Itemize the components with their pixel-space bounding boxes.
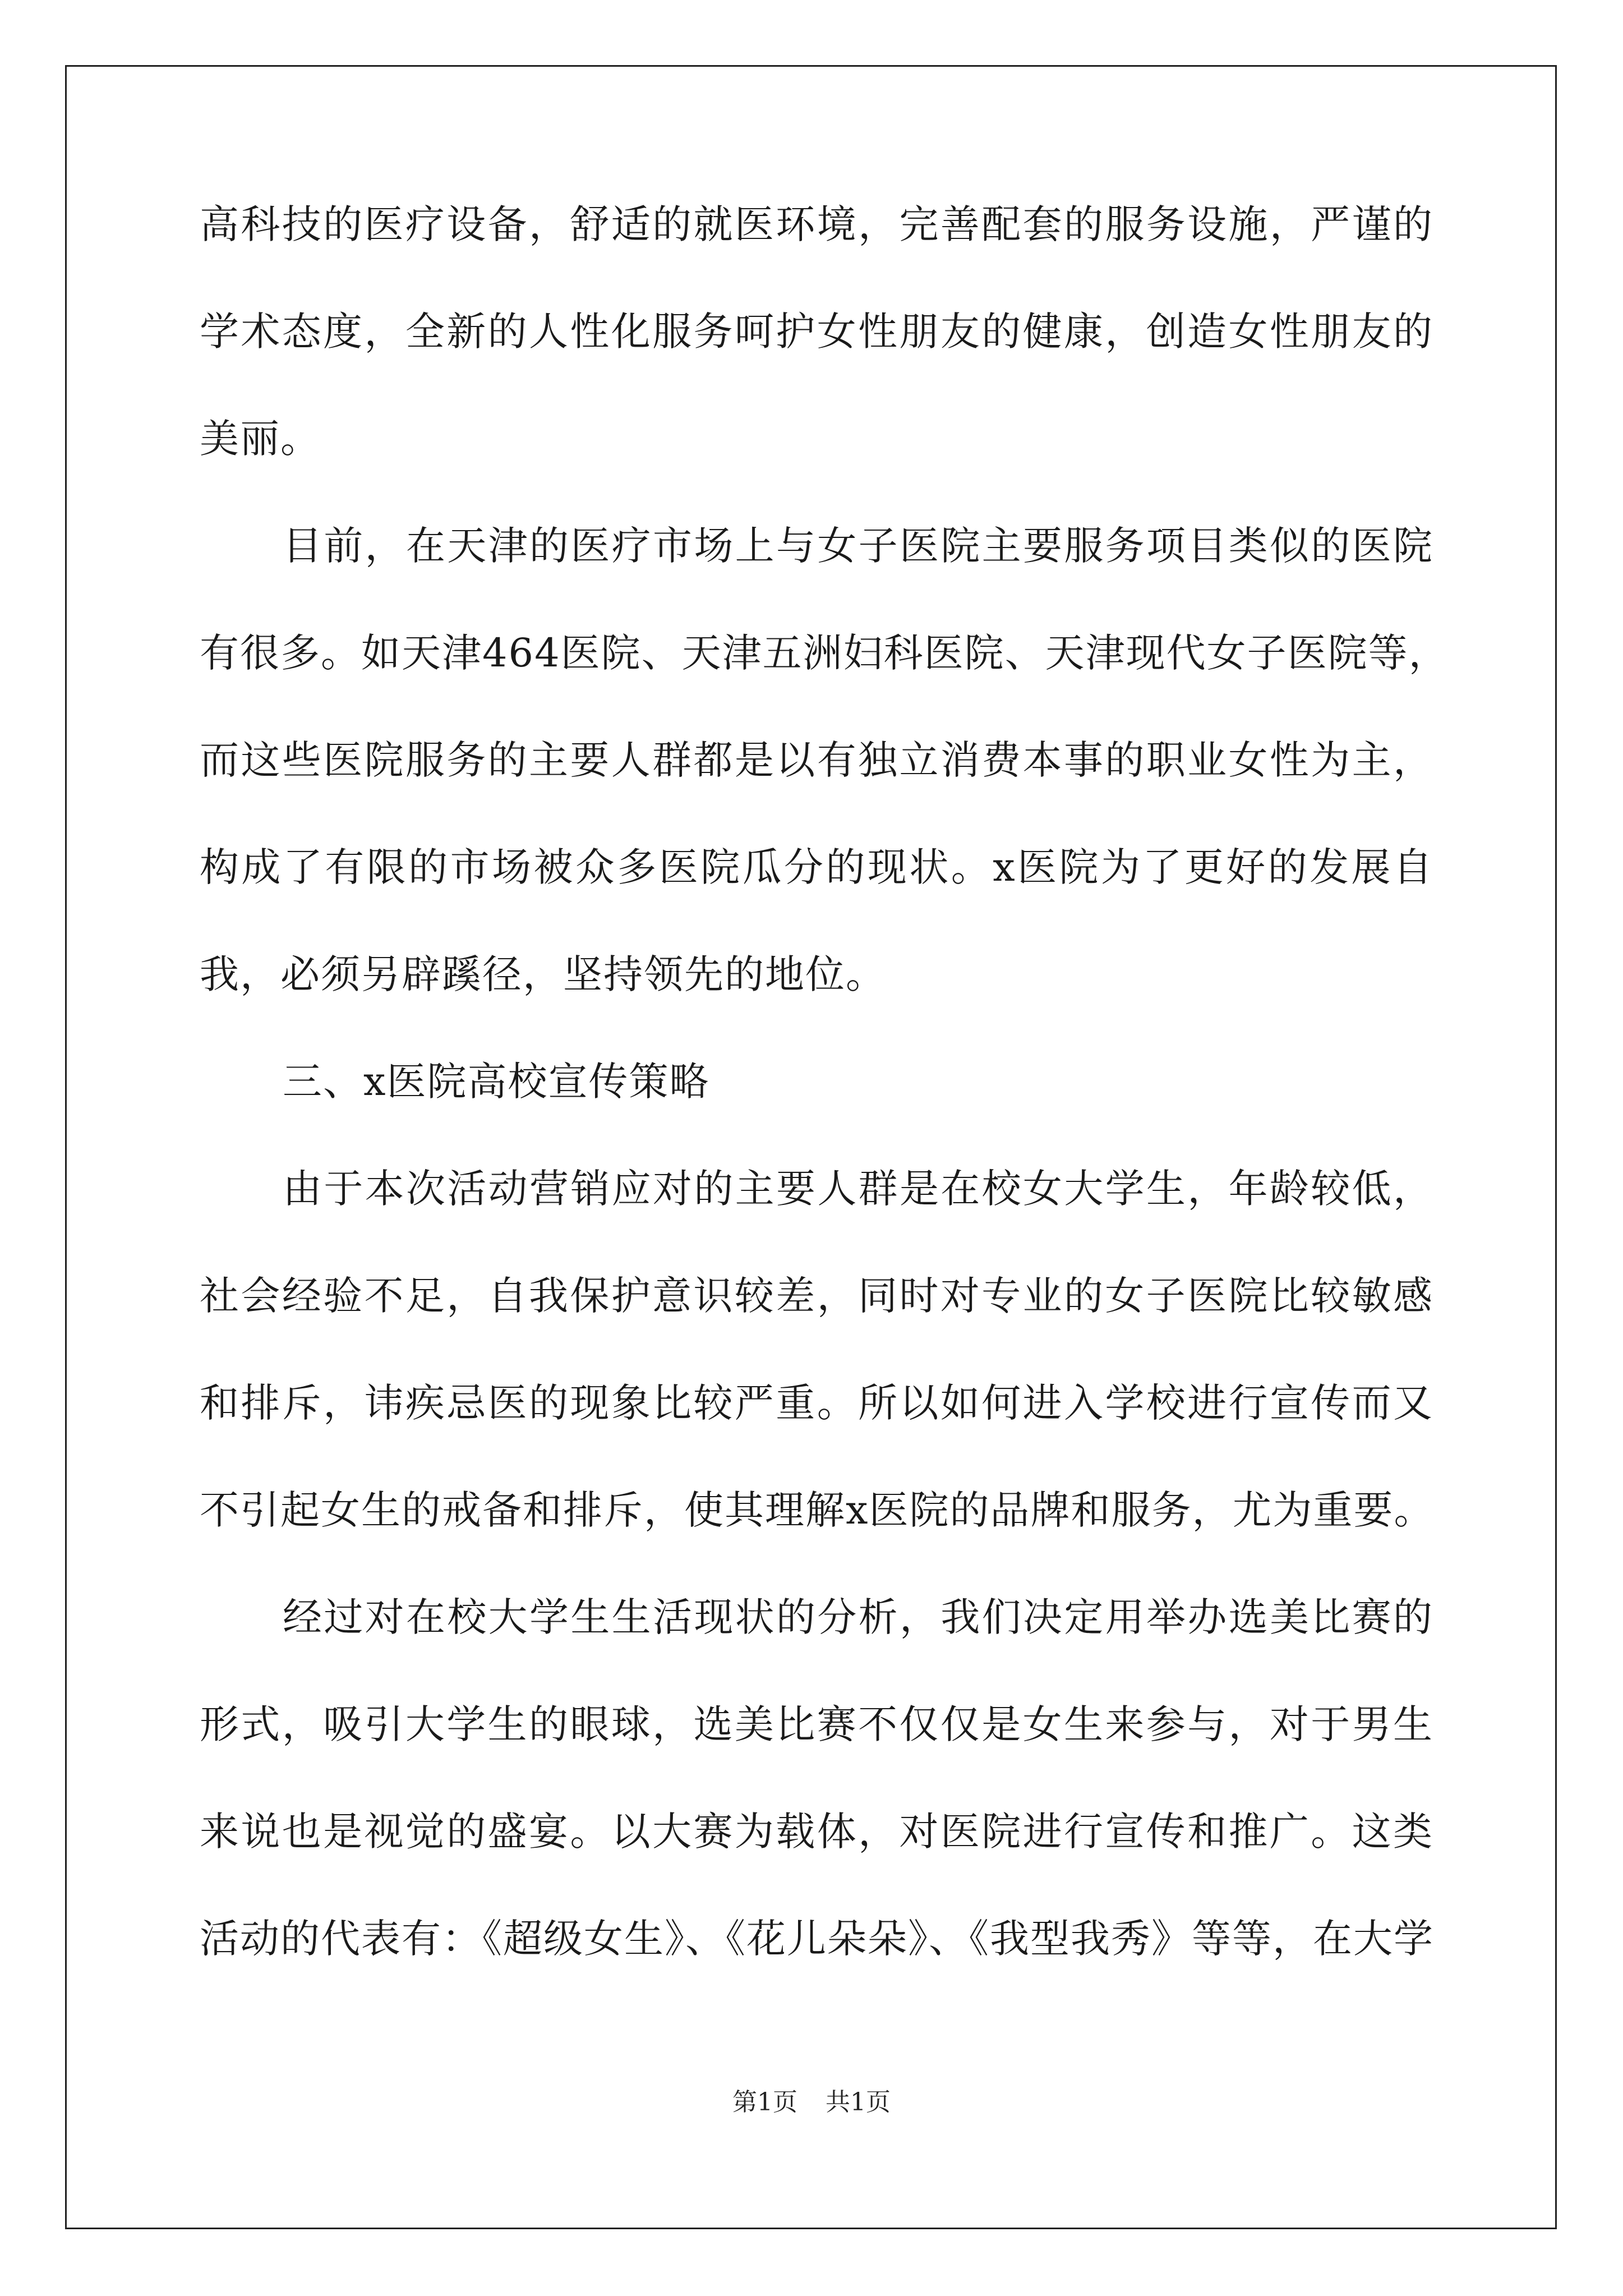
page-total: 共1页 <box>826 2088 891 2116</box>
page-footer <box>0 2086 1623 2119</box>
section-heading: 三、x医院高校宣传策略 <box>283 1059 710 1105</box>
text-line: 学术态度，全新的人性化服务呵护女性朋友的健康，创造女性朋友的 <box>200 309 1433 355</box>
text-line: 而这些医院服务的主要人群都是以有独立消费本事的职业女性为主， <box>200 737 1433 783</box>
text-line: 我，必须另辟蹊径，坚持领先的地位。 <box>200 951 886 997</box>
text-line: 活动的代表有：《超级女生》、《花儿朵朵》、《我型我秀》等等，在大学 <box>200 1916 1434 1962</box>
text-line: 社会经验不足，自我保护意识较差，同时对专业的女子医院比较敏感 <box>200 1273 1433 1319</box>
text-line: 构成了有限的市场被众多医院瓜分的现状。x医院为了更好的发展自 <box>200 844 1433 890</box>
text-line: 有很多。如天津464医院、天津五洲妇科医院、天津现代女子医院等， <box>200 630 1449 676</box>
text-line: 高科技的医疗设备，舒适的就医环境，完善配套的服务设施，严谨的 <box>200 201 1433 247</box>
page-number: 第1页 <box>732 2088 797 2116</box>
document-body <box>200 197 1449 2019</box>
text-line: 经过对在校大学生生活现状的分析，我们决定用举办选美比赛的 <box>283 1594 1433 1640</box>
text-line: 来说也是视觉的盛宴。以大赛为载体，对医院进行宣传和推广。这类 <box>200 1809 1433 1855</box>
text-line: 由于本次活动营销应对的主要人群是在校女大学生，年龄较低， <box>283 1166 1433 1212</box>
text-line: 美丽。 <box>200 416 321 462</box>
text-line: 形式，吸引大学生的眼球，选美比赛不仅仅是女生来参与，对于男生 <box>200 1701 1433 1747</box>
text-line: 目前，在天津的医疗市场上与女子医院主要服务项目类似的医院 <box>283 523 1433 569</box>
text-line: 和排斥，讳疾忌医的现象比较严重。所以如何进入学校进行宣传而又 <box>200 1380 1433 1426</box>
text-line: 不引起女生的戒备和排斥，使其理解x医院的品牌和服务，尤为重要。 <box>200 1487 1435 1533</box>
